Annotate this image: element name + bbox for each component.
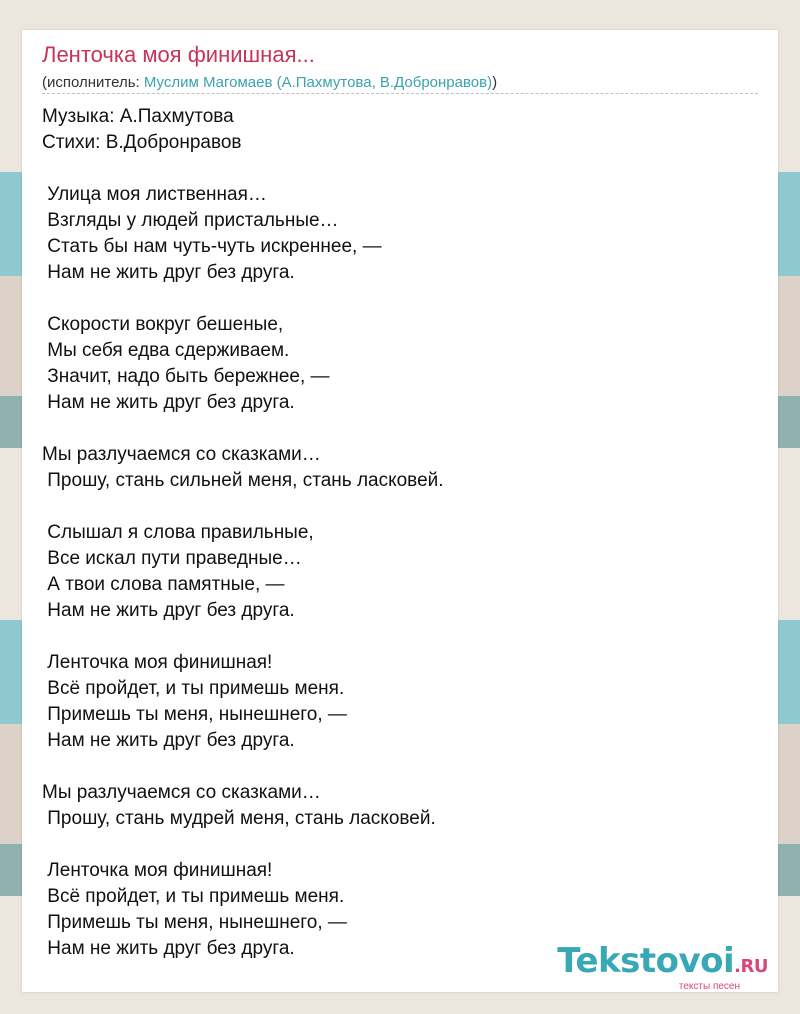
lyrics-card bbox=[22, 30, 778, 992]
performer-suffix: ) bbox=[492, 74, 498, 91]
lyrics-line: Всё пройдет, и ты примешь меня. bbox=[42, 678, 345, 699]
performer-link[interactable]: Муслим Магомаев (А.Пахмутова, В.Добронравов) bbox=[143, 74, 493, 91]
lyrics-line: Всё пройдет, и ты примешь меня. bbox=[42, 886, 345, 907]
lyrics-blank-line bbox=[42, 156, 444, 182]
song-title: Ленточка моя финишная... bbox=[42, 42, 315, 67]
lyrics-blank-line bbox=[42, 754, 444, 780]
logo-wordmark: Tekstovoi bbox=[557, 941, 735, 981]
lyrics-line: Прошу, стань сильней меня, стань ласковей. bbox=[42, 470, 444, 491]
lyrics-line: Скорости вокруг бешеные, bbox=[42, 314, 284, 335]
logo-tagline: тексты песен bbox=[678, 981, 740, 992]
lyrics-line: Стихи: В.Добронравов bbox=[42, 132, 242, 153]
lyrics-line: Прошу, стань мудрей меня, стань ласковей. bbox=[42, 808, 436, 829]
lyrics-line: Примешь ты меня, нынешнего, — bbox=[42, 912, 347, 933]
lyrics-blank-line bbox=[42, 494, 444, 520]
lyrics-line: Взгляды у людей пристальные… bbox=[42, 210, 339, 231]
lyrics-blank-line bbox=[42, 624, 444, 650]
lyrics-line: Нам не жить друг без друга. bbox=[42, 600, 295, 621]
logo-tld: .RU bbox=[734, 956, 768, 977]
lyrics-text bbox=[42, 104, 444, 962]
lyrics-line: Ленточка моя финишная! bbox=[42, 652, 273, 673]
site-logo[interactable] bbox=[557, 943, 768, 992]
lyrics-line: Ленточка моя финишная! bbox=[42, 860, 273, 881]
lyrics-blank-line bbox=[42, 416, 444, 442]
lyrics-line: Слышал я слова правильные, bbox=[42, 522, 314, 543]
lyrics-line: Значит, надо быть бережнее, — bbox=[42, 366, 330, 387]
lyrics-line: Нам не жить друг без друга. bbox=[42, 262, 295, 283]
lyrics-line: Нам не жить друг без друга. bbox=[42, 938, 295, 959]
lyrics-line: Музыка: А.Пахмутова bbox=[42, 106, 234, 127]
lyrics-line: Нам не жить друг без друга. bbox=[42, 392, 295, 413]
lyrics-line: Нам не жить друг без друга. bbox=[42, 730, 295, 751]
performer-prefix: (исполнитель: bbox=[42, 74, 144, 91]
lyrics-line: Улица моя лиственная… bbox=[42, 184, 267, 205]
lyrics-line: А твои слова памятные, — bbox=[42, 574, 285, 595]
lyrics-line: Все искал пути праведные… bbox=[42, 548, 302, 569]
lyrics-line: Мы себя едва сдерживаем. bbox=[42, 340, 290, 361]
performer-line bbox=[42, 74, 497, 91]
header-divider bbox=[42, 93, 758, 94]
lyrics-blank-line bbox=[42, 832, 444, 858]
lyrics-line: Примешь ты меня, нынешнего, — bbox=[42, 704, 347, 725]
lyrics-line: Мы разлучаемся со сказками… bbox=[42, 782, 321, 803]
lyrics-line: Стать бы нам чуть-чуть искреннее, — bbox=[42, 236, 382, 257]
lyrics-line: Мы разлучаемся со сказками… bbox=[42, 444, 321, 465]
lyrics-blank-line bbox=[42, 286, 444, 312]
